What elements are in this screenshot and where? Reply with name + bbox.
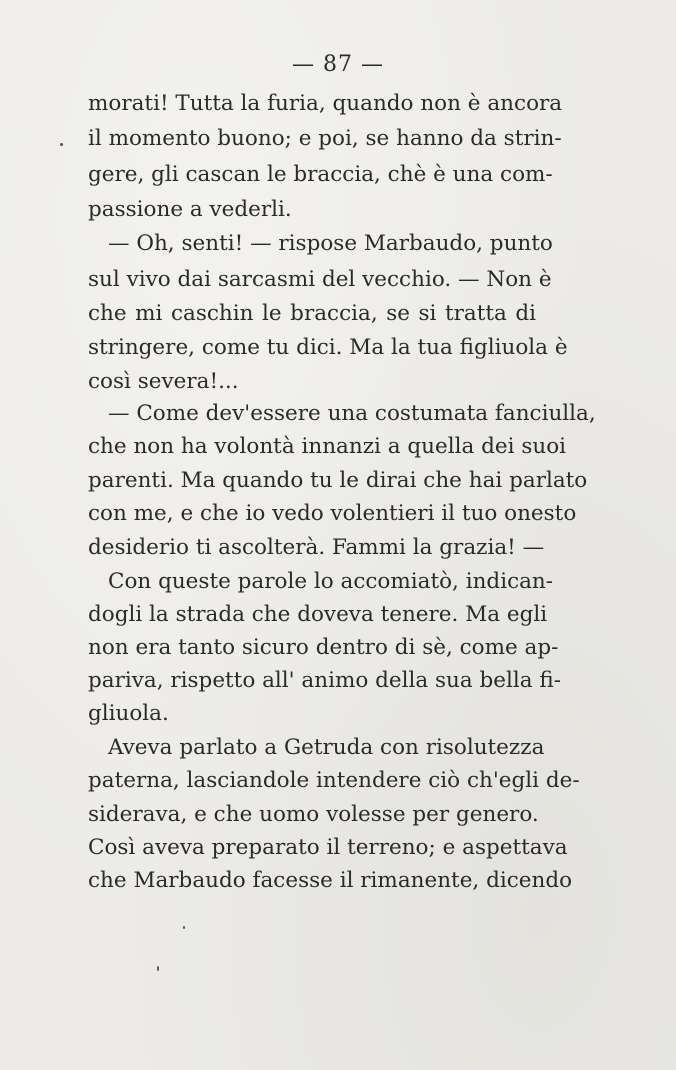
text-line: gliuola. <box>88 701 169 726</box>
text-line: morati! Tutta la furia, quando non è ancora <box>88 91 563 116</box>
text-line: sul vivo dai sarcasmi del vecchio. — Non è <box>88 267 552 292</box>
text-line: desiderio ti ascolterà. Fammi la grazia! — <box>88 535 545 560</box>
text-line: che mi caschin le braccia, se si tratta di <box>88 301 536 326</box>
paper-speck <box>60 143 63 146</box>
paper-speck <box>183 926 185 929</box>
text-line: pariva, rispetto all' animo della sua bella fi- <box>88 668 562 693</box>
text-line: con me, e che io vedo volentieri il tuo onesto <box>88 501 577 526</box>
text-line: siderava, e che uomo volesse per genero. <box>88 802 539 827</box>
text-line: parenti. Ma quando tu le dirai che hai parlato <box>88 468 588 493</box>
text-line: — Oh, senti! — rispose Marbaudo, punto <box>108 231 553 256</box>
text-line: Con queste parole lo accomiatò, indican- <box>108 569 554 594</box>
text-line: Così aveva preparato il terreno; e aspettava <box>88 835 568 860</box>
text-line: paterna, lasciandole intendere ciò ch'egli de- <box>88 768 580 793</box>
page-number: — 87 — <box>292 52 384 77</box>
text-line: il momento buono; e poi, se hanno da strin- <box>88 126 562 151</box>
text-line: gere, gli cascan le braccia, chè è una com- <box>88 162 553 187</box>
text-line: — Come dev'essere una costumata fanciulla, <box>108 401 596 426</box>
text-line: non era tanto sicuro dentro di sè, come ap- <box>88 635 559 660</box>
text-line: dogli la strada che doveva tenere. Ma egli <box>88 602 548 627</box>
text-line: stringere, come tu dici. Ma la tua figliuola è <box>88 335 568 360</box>
text-line: che Marbaudo facesse il rimanente, dicendo <box>88 868 573 893</box>
text-line: Aveva parlato a Getruda con risolutezza <box>108 735 545 760</box>
text-line: passione a vederli. <box>88 197 292 222</box>
text-line: così severa!... <box>88 369 239 394</box>
text-line: che non ha volontà innanzi a quella dei suoi <box>88 434 567 459</box>
paper-speck <box>157 966 159 971</box>
